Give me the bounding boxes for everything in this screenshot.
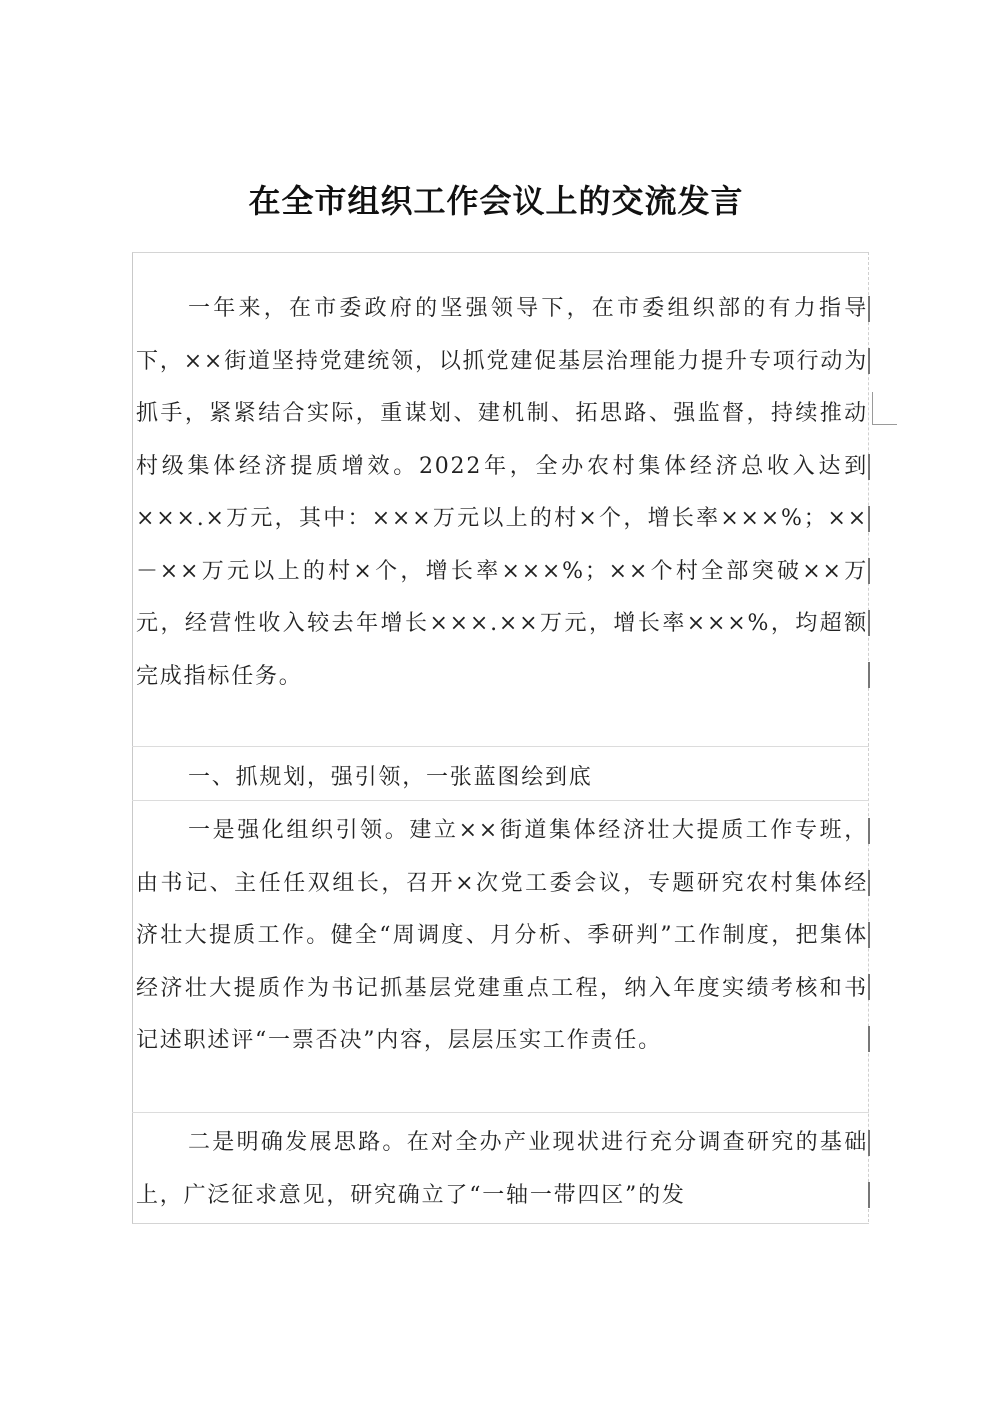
frame-right-guide bbox=[868, 252, 869, 1222]
line-end-marker bbox=[868, 922, 870, 948]
line-end-marker bbox=[868, 454, 870, 480]
line-end-marker bbox=[868, 818, 870, 844]
document-title: 在全市组织工作会议上的交流发言 bbox=[248, 182, 744, 220]
line-end-marker bbox=[868, 870, 870, 896]
line-end-marker bbox=[868, 610, 870, 636]
margin-overflow-marker bbox=[872, 392, 897, 425]
paragraph-intro: 一年来，在市委政府的坚强领导下，在市委组织部的有力指导下，××街道坚持党建统领，以抓党建促基层治理能力提升专项行动为抓手，紧紧结合实际，重谋划、建机制、拓思路、强监督，持续推动村级集体经济提质增效。2022年，全办农村集体经济总收入达到×××.×万元，其中：×××万元以上的村×个，增长率×××%；××－××万元以上的村×个，增长率×××%；××个村全部突破××万元，经营性收入较去年增长×××.××万元，增长率×××%，均超额完成指标任务。 bbox=[136, 296, 868, 689]
paragraph-divider bbox=[132, 1112, 869, 1113]
section-heading-1: 一、抓规划，强引领，一张蓝图绘到底 bbox=[188, 765, 593, 790]
line-end-marker bbox=[868, 662, 870, 688]
paragraph-development-approach: 二是明确发展思路。在对全办产业现状进行充分调查研究的基础上，广泛征求意见，研究确立了“一轴一带四区”的发 bbox=[136, 1130, 868, 1208]
paragraph-divider bbox=[132, 746, 869, 747]
line-end-marker bbox=[868, 296, 870, 322]
line-end-marker bbox=[868, 348, 870, 374]
line-end-marker bbox=[868, 1130, 870, 1156]
line-end-marker bbox=[868, 558, 870, 584]
line-end-marker bbox=[868, 1182, 870, 1208]
paragraph-organization-lead: 一是强化组织引领。建立××街道集体经济壮大提质工作专班，由书记、主任任双组长，召开×次党工委会议，专题研究农村集体经济壮大提质工作。健全“周调度、月分析、季研判”工作制度，把集体经济壮大提质作为书记抓基层党建重点工程，纳入年度实绩考核和书记述职述评“一票否决”内容，层层压实工作责任。 bbox=[136, 818, 868, 1053]
line-end-marker bbox=[868, 974, 870, 1000]
line-end-marker bbox=[868, 506, 870, 532]
line-end-marker bbox=[868, 1026, 870, 1052]
